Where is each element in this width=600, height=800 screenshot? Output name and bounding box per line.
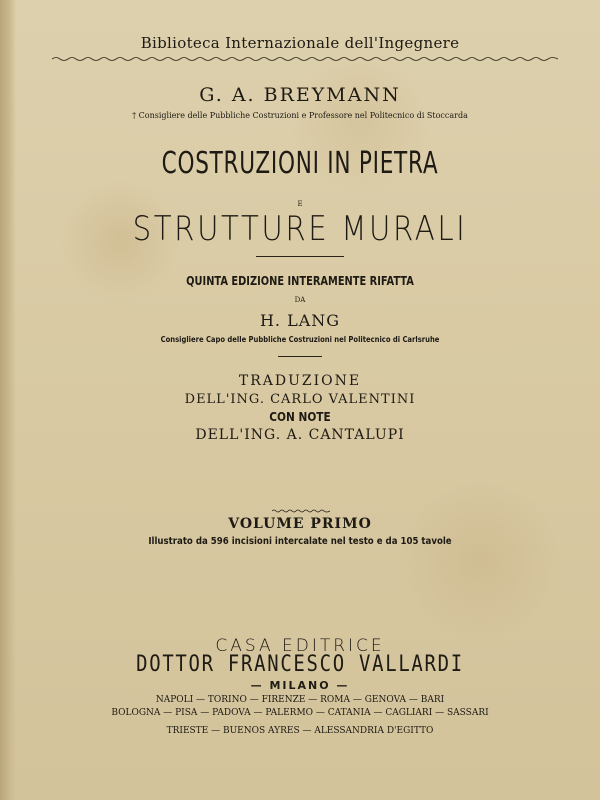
edition-note: QUINTA EDIZIONE INTERAMENTE RIFATTA [186, 274, 414, 288]
branch-cities-line-1: NAPOLI — TORINO — FIRENZE — ROMA — GENOVA — BARI [155, 695, 445, 705]
editor-title: Consigliere Capo delle Pubbliche Costruzioni nel Politecnico di Carlsruhe [160, 335, 440, 344]
branch-cities-line-2: BOLOGNA — PISA — PADOVA — PALERMO — CATANIA — CAGLIARI — SASSARI [111, 708, 489, 718]
illustrations-note: Illustrato da 596 incisioni intercalate nel testo e da 105 tavole [148, 536, 452, 547]
book-title-line-1: COSTRUZIONI IN PIETRA [161, 146, 439, 181]
title-conjunction: E [297, 200, 303, 208]
book-title-line-2: STRUTTURE MURALI [132, 209, 468, 249]
wavy-rule [52, 56, 558, 62]
series-title: Biblioteca Internazionale dell'Ingegnere [140, 34, 460, 52]
author-title: † Consigliere delle Pubbliche Costruzioni e Professore nel Politecnico di Stoccarda [132, 111, 468, 120]
translator-name: DELL'ING. CARLO VALENTINI [184, 392, 416, 407]
branch-cities-line-3: TRIESTE — BUENOS AYRES — ALESSANDRIA D'EGITTO [166, 726, 434, 736]
notes-heading: CON NOTE [269, 410, 331, 424]
publisher-name: DOTTOR FRANCESCO VALLARDI [136, 652, 464, 677]
title-rule [256, 256, 344, 257]
translation-heading: TRADUZIONE [238, 373, 362, 389]
by-word: DA [294, 296, 306, 304]
publisher-label: CASA EDITRICE [215, 636, 385, 656]
annotator-name: DELL'ING. A. CANTALUPI [195, 427, 405, 443]
publisher-city: — MILANO — [250, 679, 350, 692]
volume-label: VOLUME PRIMO [228, 516, 372, 532]
author-name: G. A. BREYMANN [199, 84, 401, 106]
editor-rule [278, 356, 322, 357]
editor-name: H. LANG [259, 311, 341, 330]
ornament-rule [272, 509, 330, 513]
